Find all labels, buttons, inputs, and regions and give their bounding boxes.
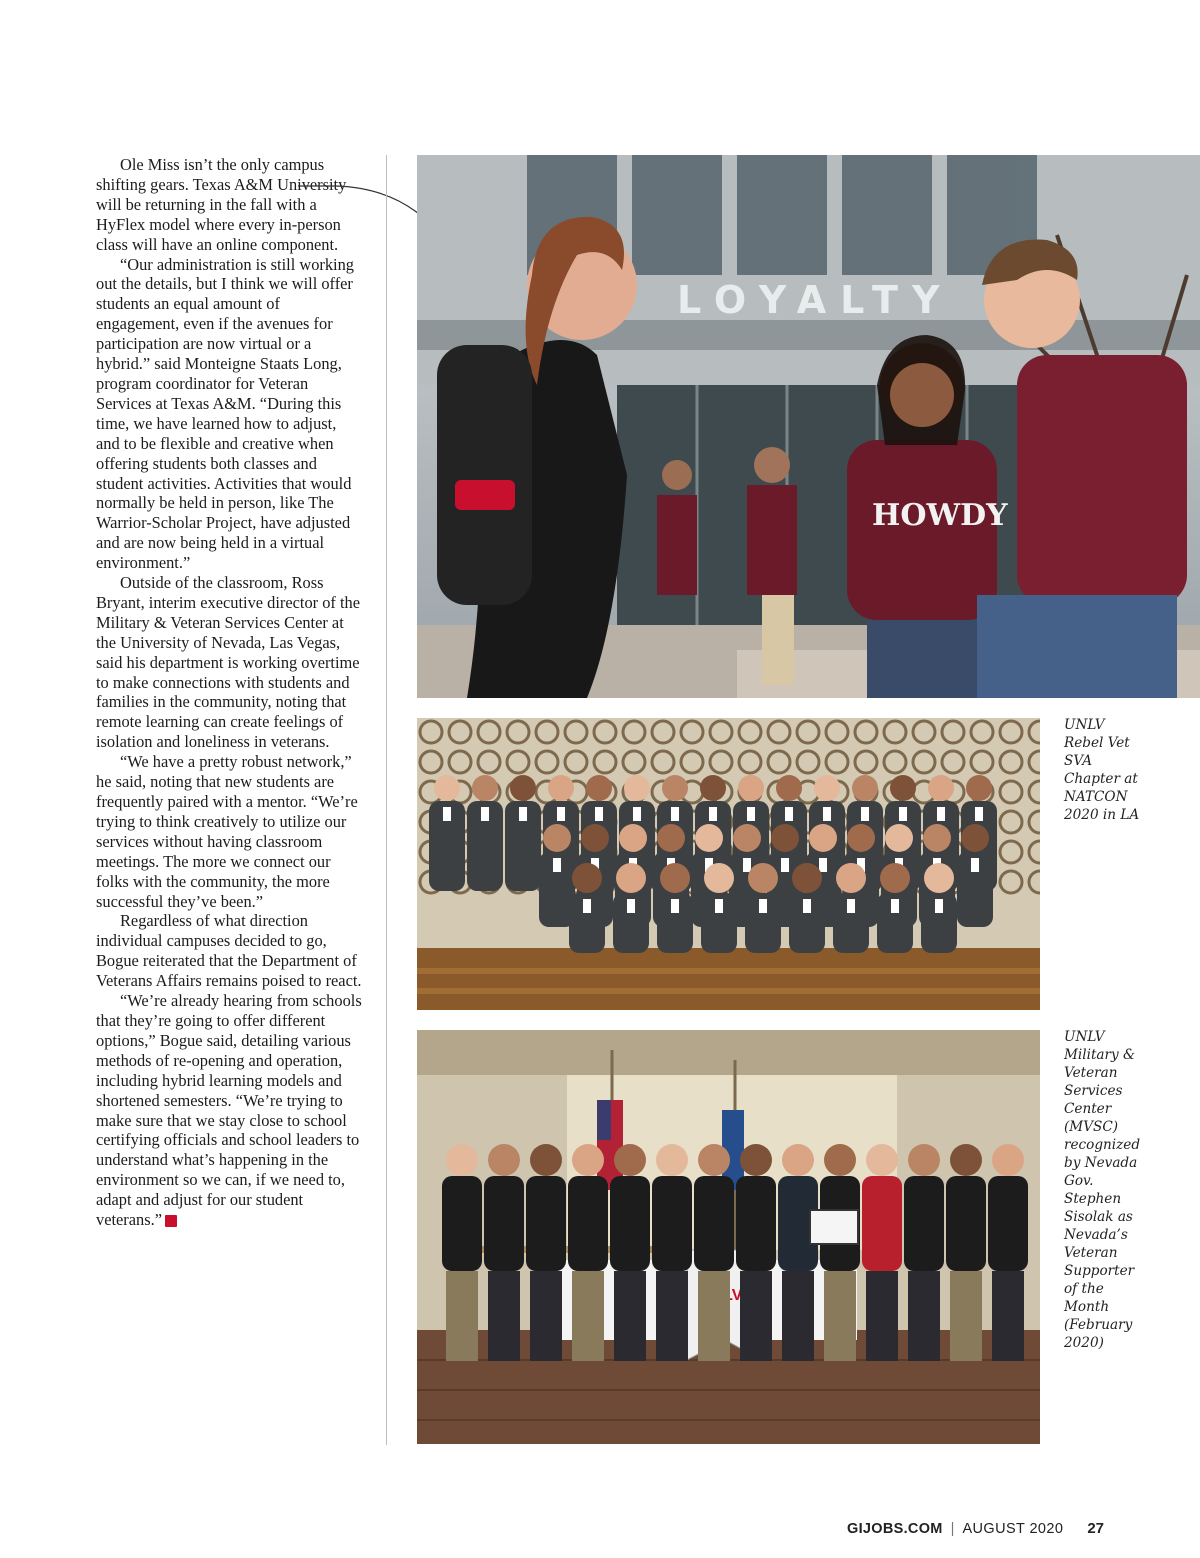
article-paragraph-4: “We have a pretty robust network,” he said, noting that new students are frequently paired with a mentor. “We’re trying to think creatively to utilize our services without having classroom meetings. The more we connect our folks with the community, the more successful they’ve been.” [96,752,358,911]
column-divider [386,155,387,1445]
article-paragraph-6-wrap [96,991,362,1230]
group-member [921,863,957,953]
photo-mvsc-award [417,1030,1040,1444]
article-column [96,155,362,1230]
caption-natcon: UNLV Rebel Vet SVA Chapter at NATCON 2020 in LA [1064,717,1140,823]
page-number: 27 [1087,1520,1104,1537]
article-paragraph-6: “We’re already hearing from schools that they’re going to offer different options,” Bogue said, detailing various methods of re-opening and operation, including hybrid learning models and shortened semesters. “We’re trying to make sure that we stay close to school certifying officials and school leaders to understand what’s happening in the environment so we can, if we need to, adapt and adjust for our student veterans.” [96,991,362,1230]
group-member [789,863,825,953]
photo-natcon-group [417,718,1040,1010]
footer-separator: | [950,1521,955,1537]
article-paragraph-1: Ole Miss isn’t the only campus shifting gears. Texas A&M University will be returning in the fall with a HyFlex model where every in-person class will have an online component. [96,155,347,254]
caption-mvsc: UNLV Military & Veteran Services Center (MVSC) recognized by Nevada Gov. Stephen Sisolak as Nevada’s Veteran Supporter of the Month (February 2020) [1064,1029,1141,1351]
article-paragraph-3: Outside of the classroom, Ross Bryant, interim executive director of the Military & Veteran Services Center at the University of Nevada, Las Vegas, said his department is working overtime to make connections with students and families in the community, noting that remote learning can create feelings of isolation and loneliness in veterans. [96,573,360,752]
page-footer [847,1520,1104,1537]
end-mark-icon: GI [165,1215,177,1227]
group-member [569,863,605,953]
shirt-howdy-text: HOWDY [872,498,1008,533]
group-member [833,863,869,953]
article-paragraph-5: Regardless of what direction individual campuses decided to go, Bogue reiterated that the Department of Veterans Affairs remains poised to react. [96,911,362,991]
group-member [613,863,649,953]
article-paragraph-2: “Our administration is still working out the details, but I think we will offer students an equal amount of engagement, even if the avenues for participation are now virtual or a hybrid.” said Monteigne Staats Long, program coordinator for Veteran Services at Texas A&M. “During this time, we have learned how to adjust, and to be flexible and creative when offering students both classes and student activities. Activities that would normally be held in person, like The Warrior-Scholar Project, have adjusted and are now being held in a virtual environment.” [96,254,354,573]
group-member [701,863,737,953]
group-member [657,863,693,953]
group-member [745,863,781,953]
photo-campus-students [417,155,1200,698]
award-certificate [810,1210,858,1244]
group-member [957,824,993,927]
footer-site[interactable]: GIJOBS.COM [847,1521,943,1537]
group-member [877,863,913,953]
building-sign: LOYALTY [677,278,954,322]
footer-issue: AUGUST 2020 [962,1521,1064,1537]
